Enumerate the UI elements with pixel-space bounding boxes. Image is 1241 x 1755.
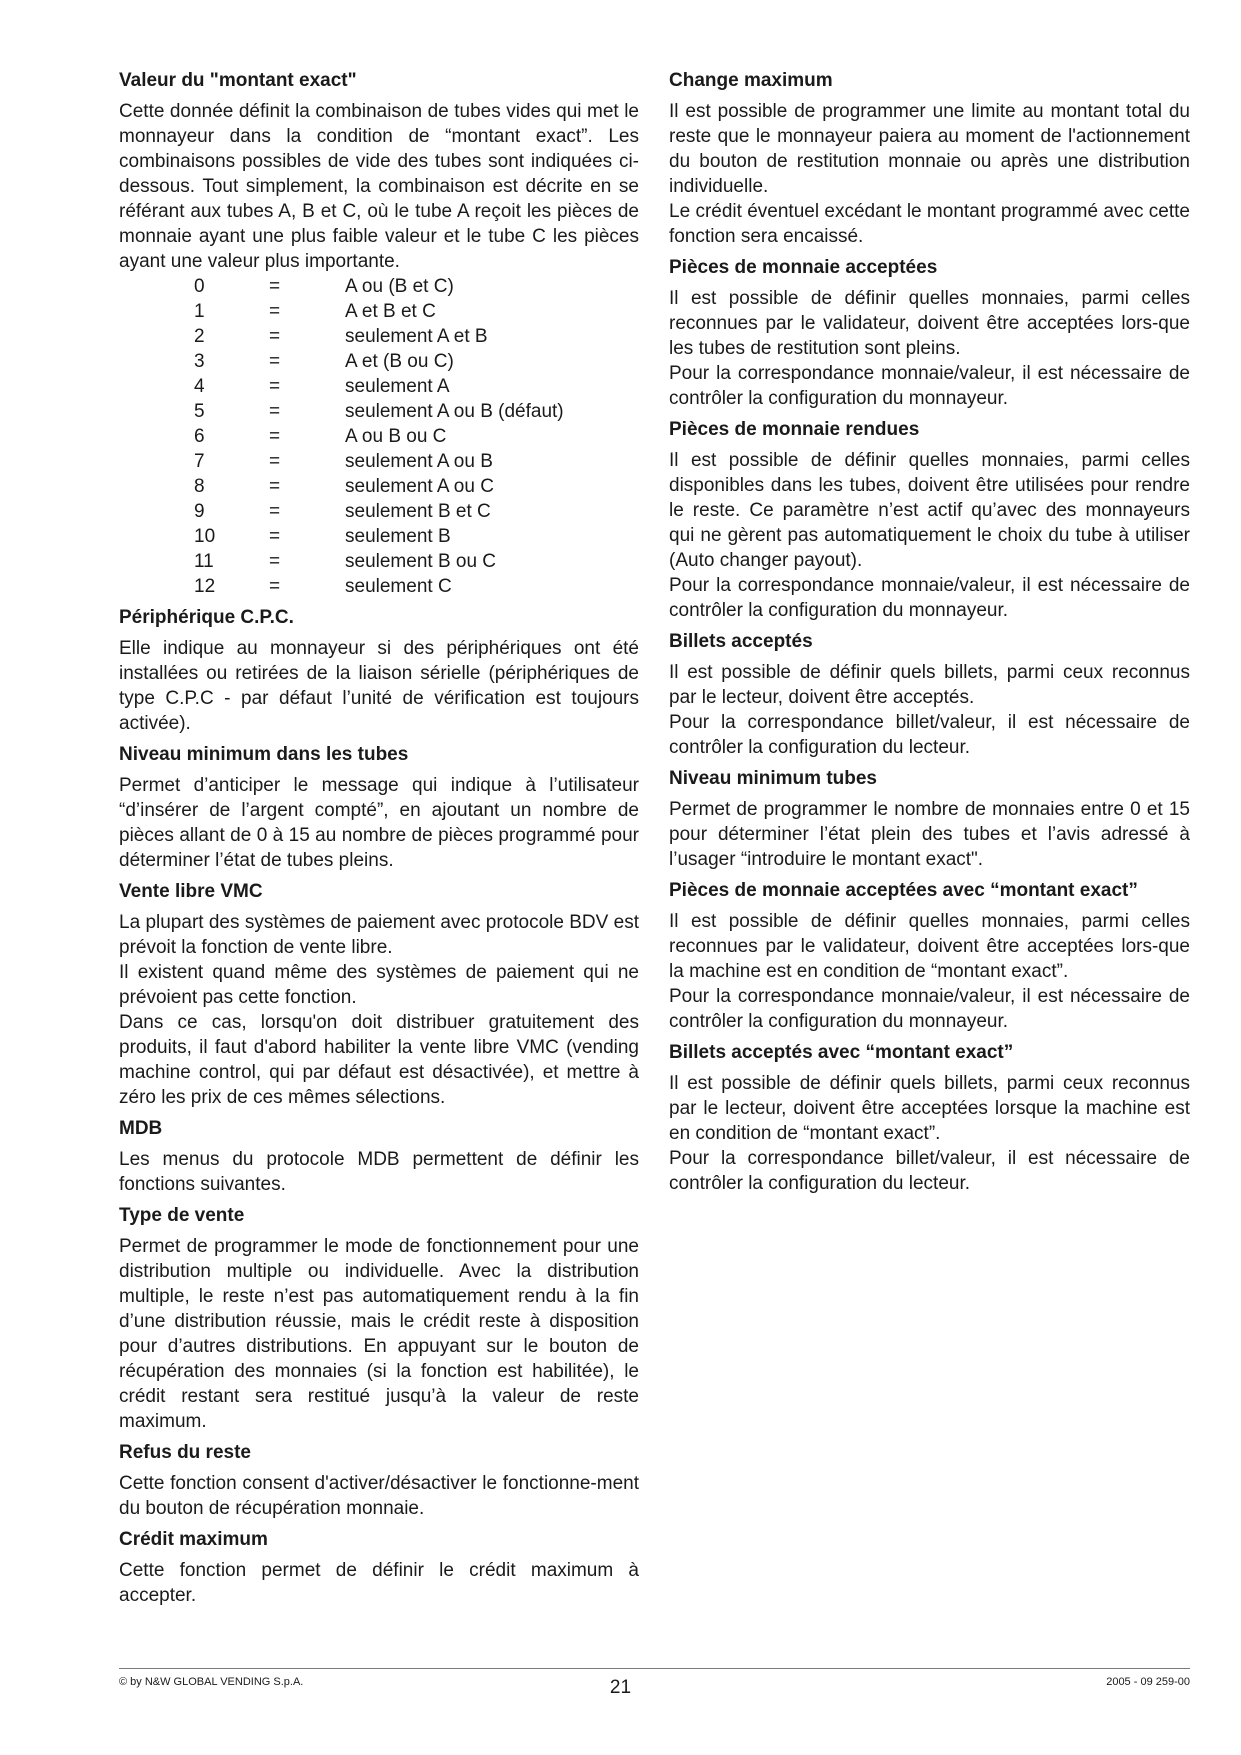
section-type-de-vente — [119, 1203, 639, 1434]
row-value: seulement B — [345, 526, 451, 547]
section-heading: Crédit maximum — [119, 1529, 268, 1550]
row-number: 2 — [194, 326, 205, 347]
row-equals: = — [269, 451, 281, 472]
paragraph: Il est possible de programmer une limite au montant total du reste que le monnayeur paiera au moment de l'actionnement du bouton de restitution monnaie ou après une distribution individuelle. — [669, 101, 1190, 197]
paragraph: Il est possible de définir quels billets, parmi ceux reconnus par le lecteur, doivent être acceptés. — [669, 662, 1190, 708]
row-number: 7 — [194, 451, 205, 472]
paragraph: Permet de programmer le mode de fonctionnement pour une distribution multiple ou individuelle. Avec la distribution multiple, le reste n’est pas automatiquement rendu à la fin d’une distribution réussie, mais le crédit reste à disposition pour d’autres distributions. En appuyant sur le bouton de récupération des monnaies (si la fonction est habilitée), le crédit restant sera restitué jusqu’à la valeur de reste maximum. — [119, 1236, 639, 1432]
row-equals: = — [269, 401, 281, 422]
table-row — [119, 349, 639, 374]
section-heading: Pièces de monnaie acceptées avec “montant exact” — [669, 880, 1138, 901]
section-heading: Niveau minimum dans les tubes — [119, 744, 409, 765]
table-row — [119, 449, 639, 474]
row-number: 1 — [194, 301, 205, 322]
right-column — [669, 68, 1190, 1196]
table-row — [119, 499, 639, 524]
paragraph: Le crédit éventuel excédant le montant programmé avec cette fonction sera encaissé. — [669, 201, 1190, 247]
table-row — [119, 474, 639, 499]
row-number: 0 — [194, 276, 205, 297]
row-equals: = — [269, 476, 281, 497]
table-row — [119, 399, 639, 424]
paragraph: Pour la correspondance monnaie/valeur, il est nécessaire de contrôler la configuration du monnayeur. — [669, 363, 1190, 409]
section-valeur-montant-exact — [119, 68, 639, 599]
paragraph: Les menus du protocole MDB permettent de définir les fonctions suivantes. — [119, 1149, 639, 1195]
row-value: A et B et C — [345, 301, 436, 322]
row-number: 5 — [194, 401, 205, 422]
row-value: seulement A et B — [345, 326, 488, 347]
section-change-maximum — [669, 68, 1190, 249]
paragraph: Pour la correspondance billet/valeur, il est nécessaire de contrôler la configuration du lecteur. — [669, 1148, 1190, 1194]
section-niveau-minimum-tubes — [119, 742, 639, 873]
row-value: seulement B ou C — [345, 551, 497, 572]
section-heading: Change maximum — [669, 70, 833, 91]
row-equals: = — [269, 551, 281, 572]
section-pieces-acceptees — [669, 255, 1190, 411]
section-peripherique-cpc — [119, 605, 639, 736]
section-vente-libre-vmc — [119, 879, 639, 1110]
footer-copyright: © by N&W GLOBAL VENDING S.p.A. — [119, 1676, 304, 1688]
row-value: seulement C — [345, 576, 452, 597]
paragraph: Il est possible de définir quelles monnaies, parmi celles reconnues par le validateur, doivent être acceptées lors-que la machine est en condition de “montant exact”. — [669, 911, 1190, 982]
table-row — [119, 274, 639, 299]
section-heading: MDB — [119, 1118, 163, 1139]
row-number: 11 — [194, 551, 214, 572]
row-equals: = — [269, 526, 281, 547]
row-equals: = — [269, 276, 281, 297]
paragraph: Permet d’anticiper le message qui indique à l’utilisateur “d’insérer de l’argent compté”, en ajoutant un nombre de pièces allant de 0 à 15 au nombre de pièces programmé pour déterminer l’état de tubes pleins. — [119, 775, 639, 871]
document-code: 2005 - 09 259-00 — [1106, 1676, 1190, 1688]
table-row — [119, 549, 639, 574]
paragraph: La plupart des systèmes de paiement avec protocole BDV est prévoit la fonction de vente libre. — [119, 912, 639, 958]
row-value: seulement A — [345, 376, 450, 397]
section-billets-acceptes — [669, 629, 1190, 760]
section-heading: Pièces de monnaie acceptées — [669, 257, 938, 278]
row-value: seulement A ou B (défaut) — [345, 401, 564, 422]
table-row — [119, 324, 639, 349]
row-value: seulement B et C — [345, 501, 491, 522]
section-pieces-rendues — [669, 417, 1190, 623]
row-value: A et (B ou C) — [345, 351, 454, 372]
paragraph: Cette donnée définit la combinaison de tubes vides qui met le monnayeur dans la condition de “montant exact”. Les combinaisons possibles de vide des tubes sont indiquées ci-dessous. Tout simplement, la combinaison est décrite en se référant aux tubes A, B et C, où le tube A reçoit les pièces de monnaie ayant une plus faible valeur et le tube C les pièces ayant une valeur plus importante. — [119, 101, 639, 272]
row-equals: = — [269, 576, 281, 597]
table-row — [119, 524, 639, 549]
section-pieces-acceptees-montant-exact — [669, 878, 1190, 1034]
left-column — [119, 68, 639, 1608]
paragraph: Cette fonction consent d'activer/désactiver le fonctionne-ment du bouton de récupération monnaie. — [119, 1473, 639, 1519]
section-mdb — [119, 1116, 639, 1197]
paragraph: Dans ce cas, lorsqu'on doit distribuer gratuitement des produits, il faut d'abord habiliter la vente libre VMC (vending machine control, qui par défaut est désactivée), et mettre à zéro les prix de ces mêmes sélections. — [119, 1012, 639, 1108]
row-number: 3 — [194, 351, 205, 372]
section-heading: Valeur du "montant exact" — [119, 70, 357, 91]
combination-table — [119, 274, 639, 599]
paragraph: Il est possible de définir quelles monnaies, parmi celles reconnues par le validateur, doivent être acceptées lors-que les tubes de restitution sont pleins. — [669, 288, 1190, 359]
paragraph: Il est possible de définir quels billets, parmi ceux reconnus par le lecteur, doivent être acceptées lorsque la machine est en condition de “montant exact”. — [669, 1073, 1190, 1144]
section-heading: Type de vente — [119, 1205, 245, 1226]
row-number: 10 — [194, 526, 216, 547]
paragraph: Elle indique au monnayeur si des périphériques ont été installées ou retirées de la liaison sérielle (périphériques de type C.P.C - par défaut l’unité de vérification est toujours activée). — [119, 638, 639, 734]
paragraph: Pour la correspondance monnaie/valeur, il est nécessaire de contrôler la configuration du monnayeur. — [669, 986, 1190, 1032]
section-heading: Périphérique C.P.C. — [119, 607, 294, 628]
table-row — [119, 574, 639, 599]
section-niveau-minimum-tubes-mdb — [669, 766, 1190, 872]
row-value: seulement A ou B — [345, 451, 493, 472]
row-equals: = — [269, 376, 281, 397]
row-equals: = — [269, 326, 281, 347]
paragraph: Cette fonction permet de définir le crédit maximum à accepter. — [119, 1560, 639, 1606]
row-number: 4 — [194, 376, 205, 397]
paragraph: Permet de programmer le nombre de monnaies entre 0 et 15 pour déterminer l’état plein des tubes et l’avis adressé à l’usager “introduire le montant exact". — [669, 799, 1190, 870]
row-value: seulement A ou C — [345, 476, 494, 497]
section-billets-acceptes-montant-exact — [669, 1040, 1190, 1196]
row-number: 9 — [194, 501, 205, 522]
section-heading: Billets acceptés — [669, 631, 813, 652]
section-heading: Billets acceptés avec “montant exact” — [669, 1042, 1014, 1063]
page-number: 21 — [609, 1677, 632, 1698]
row-equals: = — [269, 501, 281, 522]
paragraph: Il existent quand même des systèmes de paiement qui ne prévoient pas cette fonction. — [119, 962, 639, 1008]
table-row — [119, 424, 639, 449]
table-row — [119, 374, 639, 399]
row-number: 6 — [194, 426, 205, 447]
row-value: A ou B ou C — [345, 426, 447, 447]
row-equals: = — [269, 351, 281, 372]
section-refus-du-reste — [119, 1440, 639, 1521]
section-heading: Vente libre VMC — [119, 881, 263, 902]
section-credit-maximum — [119, 1527, 639, 1608]
paragraph: Pour la correspondance monnaie/valeur, il est nécessaire de contrôler la configuration du monnayeur. — [669, 575, 1190, 621]
section-heading: Refus du reste — [119, 1442, 251, 1463]
row-value: A ou (B et C) — [345, 276, 454, 297]
table-row — [119, 299, 639, 324]
section-heading: Pièces de monnaie rendues — [669, 419, 920, 440]
row-number: 12 — [194, 576, 216, 597]
row-equals: = — [269, 426, 281, 447]
row-number: 8 — [194, 476, 205, 497]
paragraph: Pour la correspondance billet/valeur, il est nécessaire de contrôler la configuration du lecteur. — [669, 712, 1190, 758]
section-heading: Niveau minimum tubes — [669, 768, 877, 789]
footer-divider — [119, 1668, 1190, 1669]
row-equals: = — [269, 301, 281, 322]
paragraph: Il est possible de définir quelles monnaies, parmi celles disponibles dans les tubes, doivent être utilisées pour rendre le reste. Ce paramètre n’est actif qu’avec des monnayeurs qui ne gèrent pas automatiquement le choix du tube à utiliser (Auto changer payout). — [669, 450, 1190, 571]
